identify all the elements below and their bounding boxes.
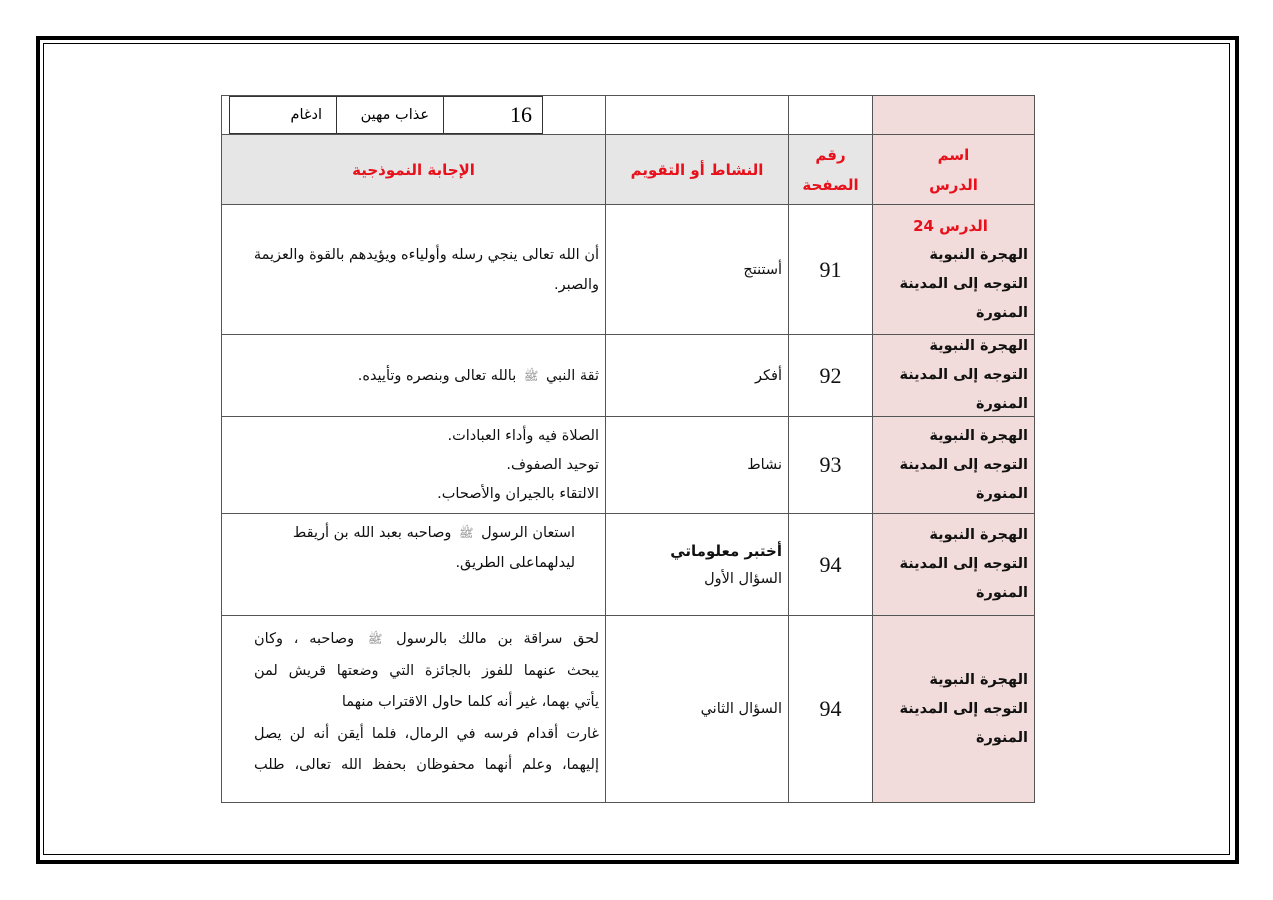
- header-lesson-name-line1: اسم: [937, 145, 970, 164]
- answer-text: وصاحبه بعبد الله بن أريقط: [292, 525, 452, 541]
- header-model-answer-label: الإجابة النموذجية: [352, 160, 475, 179]
- word-cell: عذاب مهين: [336, 96, 444, 134]
- table-row-1-page: 91: [788, 204, 873, 335]
- lesson-subtitle: التوجه إلى المدينة المنورة: [899, 275, 1028, 321]
- honorific-icon: ﷺ: [459, 526, 474, 540]
- activity-title: أختبر معلوماتي: [670, 541, 782, 560]
- lesson-title: الهجرة النبوية: [929, 246, 1028, 263]
- header-activity: [605, 134, 789, 205]
- table-row-3-lesson: [872, 416, 1035, 514]
- table-row-4-page: 94: [788, 513, 873, 616]
- table-row-1-answer: [221, 204, 606, 335]
- answer-line: الصلاة فيه وأداء العبادات.: [447, 427, 599, 444]
- word-count-cell: 16: [443, 96, 543, 134]
- activity-question: السؤال الأول: [704, 570, 782, 587]
- honorific-icon: ﷺ: [367, 632, 383, 646]
- answer-line: غارت أقدام فرسه في الرمال، فلما أيقن أنه لن يصل: [254, 725, 599, 742]
- answer-line: ليدلهماعلى الطريق.: [455, 555, 575, 571]
- header-lesson-name-line2: الدرس: [929, 175, 978, 194]
- table-row-2-activity: أفكر: [605, 334, 789, 417]
- answer-text: ثقة النبي: [545, 367, 599, 384]
- answer-text: لحق سراقة بن مالك بالرسول: [396, 631, 600, 647]
- honorific-icon: ﷺ: [523, 368, 539, 383]
- table-row-1-lesson: [872, 204, 1035, 335]
- table-row-5-page: 94: [788, 615, 873, 803]
- answer-line: أن الله تعالى ينجي رسله وأولياءه ويؤيدهم بالقوة والعزيمة: [253, 246, 599, 263]
- header-page-number-line2: الصفحة: [802, 175, 859, 194]
- answer-text: وصاحبه ، وكان: [254, 631, 355, 647]
- lesson-number: الدرس 24: [913, 216, 988, 235]
- answer-text: استعان الرسول: [481, 525, 575, 541]
- top-empty-lesson-cell: [872, 95, 1035, 135]
- answer-line: الالتقاء بالجيران والأصحاب.: [437, 485, 599, 502]
- lesson-subtitle: التوجه إلى المدينة المنورة: [899, 700, 1028, 746]
- table-row-1-activity: أستنتج: [605, 204, 789, 335]
- lesson-title: الهجرة النبوية: [929, 427, 1028, 444]
- answer-text: بالله تعالى وبنصره وتأييده.: [357, 367, 517, 384]
- lesson-answers-table: [221, 95, 1035, 803]
- header-activity-label: النشاط أو التقويم: [630, 160, 764, 179]
- table-row-2-answer: [221, 334, 606, 417]
- lesson-subtitle: التوجه إلى المدينة المنورة: [899, 556, 1028, 601]
- table-row-2-page: 92: [788, 334, 873, 417]
- lesson-subtitle: التوجه إلى المدينة المنورة: [899, 367, 1028, 412]
- header-lesson-name: [872, 134, 1035, 205]
- table-row-3-activity: نشاط: [605, 416, 789, 514]
- rule-cell: ادغام: [229, 96, 337, 134]
- table-row-5-lesson: [872, 615, 1035, 803]
- header-page-number-line1: رقم: [815, 145, 846, 164]
- top-answer-cell: [221, 95, 606, 135]
- top-empty-page-cell: [788, 95, 873, 135]
- answer-line: إليهما، وعلم أنهما محفوظان بحفظ الله تعالى، طلب: [254, 757, 599, 773]
- top-empty-activity-cell: [605, 95, 789, 135]
- table-row-3-answer: [221, 416, 606, 514]
- table-row-4-activity: [605, 513, 789, 616]
- table-row-4-answer: [221, 513, 606, 616]
- table-row-3-page: 93: [788, 416, 873, 514]
- table-row-2-lesson: [872, 334, 1035, 417]
- lesson-subtitle: التوجه إلى المدينة المنورة: [899, 456, 1028, 502]
- answer-line: توحيد الصفوف.: [506, 456, 599, 473]
- table-row-4-lesson: [872, 513, 1035, 616]
- answer-line: يبحث عنهما للفوز بالجائزة التي وضعتها قريش لمن: [254, 662, 599, 679]
- header-page-number: [788, 134, 873, 205]
- lesson-title: الهجرة النبوية: [929, 671, 1028, 688]
- header-model-answer: [221, 134, 606, 205]
- table-row-5-activity: السؤال الثاني: [605, 615, 789, 803]
- lesson-title: الهجرة النبوية: [929, 338, 1028, 354]
- lesson-title: الهجرة النبوية: [929, 527, 1028, 543]
- table-row-5-answer: [221, 615, 606, 803]
- answer-line: يأتي بهما، غير أنه كلما حاول الاقتراب منهما: [341, 694, 599, 710]
- answer-line: والصبر.: [553, 276, 599, 293]
